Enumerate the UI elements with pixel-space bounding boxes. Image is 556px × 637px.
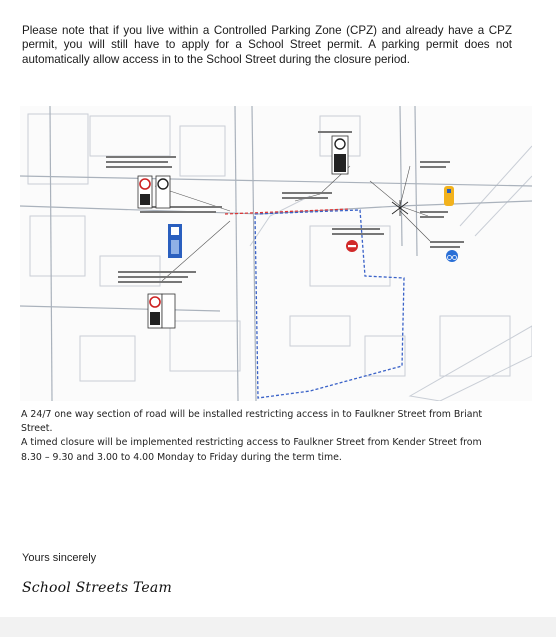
closing-salutation: Yours sincerely bbox=[22, 552, 97, 564]
map-caption bbox=[21, 408, 501, 465]
page-footer-band bbox=[0, 617, 556, 637]
caption-one-way: A 24/7 one way section of road will be installed restricting access in to Faulkner Street from Briant Street. bbox=[21, 409, 483, 435]
restriction-sign-top bbox=[332, 136, 348, 174]
blue-parking-sign bbox=[168, 224, 182, 258]
closure-map bbox=[20, 106, 532, 401]
cycle-sign bbox=[446, 250, 458, 262]
restriction-sign-lower-left bbox=[148, 294, 175, 328]
caption-timed-closure: A timed closure will be implemented restricting access to Faulkner Street from Kender Street from 8.30 – 9.30 and 3.00 to 4.00 Monday to Friday during the term time. bbox=[21, 437, 482, 463]
signature: School Streets Team bbox=[22, 580, 172, 596]
cpz-permit-note: Please note that if you live within a Controlled Parking Zone (CPZ) and already have a CPZ permit, you will still have to apply for a School Street permit. A parking permit does not automatically allow access in to the School Street during the closure period. bbox=[22, 24, 512, 66]
bollard-sign bbox=[444, 186, 454, 206]
no-entry-sign bbox=[346, 240, 358, 252]
